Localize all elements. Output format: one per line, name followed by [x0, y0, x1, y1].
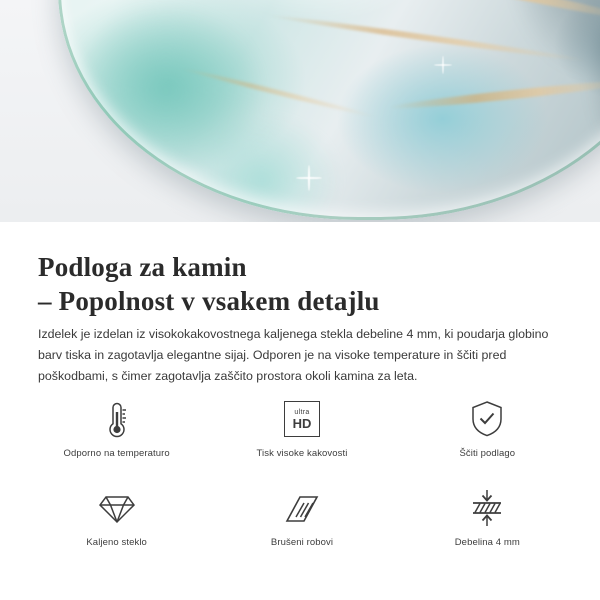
feature-item-polished-edges — [209, 485, 394, 570]
ultra-hd-icon — [284, 396, 320, 442]
feature-item-thickness — [395, 485, 580, 570]
feature-label: Odporno na temperaturo — [63, 448, 170, 459]
feature-label: Tisk visoke kakovosti — [256, 448, 348, 459]
feature-item-temperature — [24, 396, 209, 481]
feature-item-print-quality — [209, 396, 394, 481]
teal-ink-wash — [58, 0, 358, 220]
ultra-hd-bottom-label: HD — [292, 415, 312, 431]
ultra-hd-top-label: ultra — [294, 408, 310, 416]
description-paragraph: Izdelek je izdelan iz visokokakovostnega kaljenega stekla debeline 4 mm, ki poudarja globino barv tiska in zagotavlja elegantne sijaj. Odporen je na visoke temperature in ščiti pred poškodbami, s čimer zagotavlja zaščito prostora okoli kamina za leta. — [38, 327, 549, 384]
page-title — [38, 250, 578, 318]
feature-label: Kaljeno steklo — [86, 537, 147, 548]
feature-label: Brušeni robovi — [270, 537, 334, 548]
feature-item-surface-protection — [395, 396, 580, 481]
diamond-icon — [96, 485, 138, 531]
thickness-arrows-icon — [467, 485, 507, 531]
glass-panel-artwork — [58, 0, 600, 220]
headline-line-1: Podloga za kamin — [38, 252, 247, 283]
shield-check-icon — [469, 396, 505, 442]
headline-line-2: – Popolnost v vsakem detajlu — [38, 286, 380, 317]
hero-image — [0, 0, 600, 222]
feature-item-tempered-glass — [24, 485, 209, 570]
polished-edges-icon — [282, 485, 322, 531]
feature-list — [24, 396, 580, 570]
feature-label: Ščiti podlago — [459, 448, 516, 459]
feature-label: Debelina 4 mm — [454, 537, 520, 548]
thermometer-icon — [102, 396, 132, 442]
